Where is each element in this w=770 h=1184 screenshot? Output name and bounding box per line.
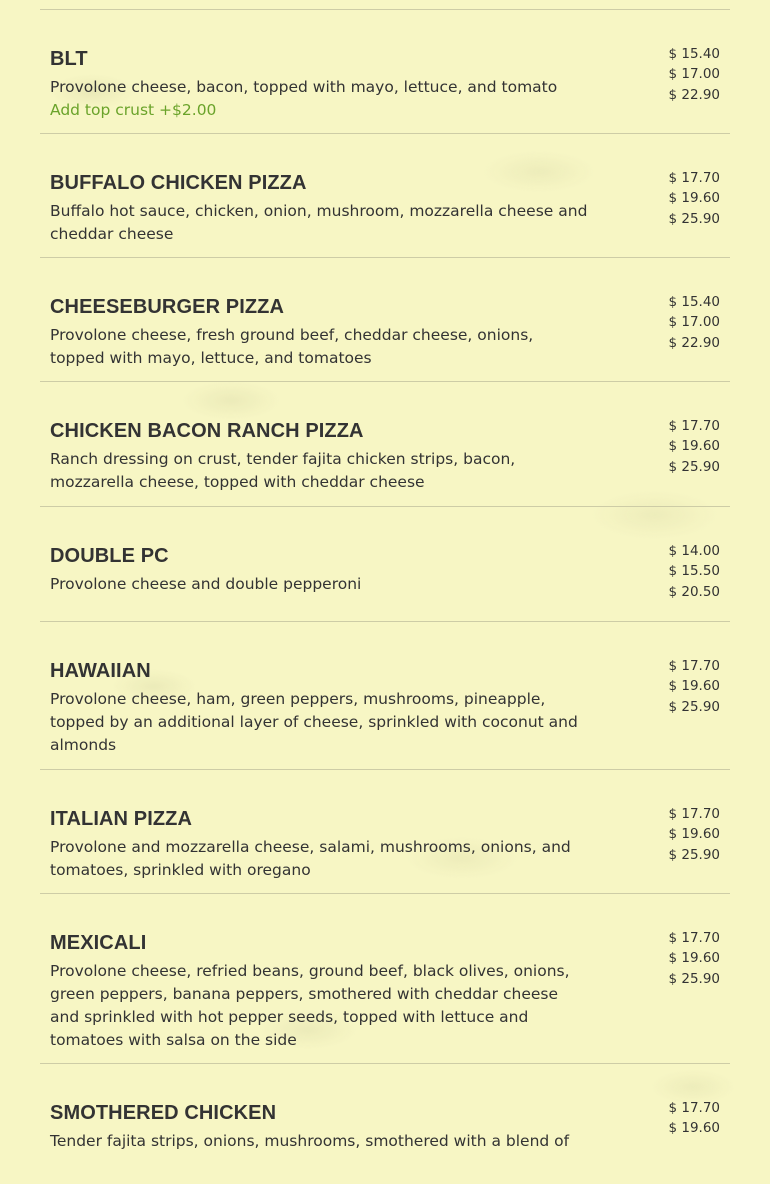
price-list — [668, 541, 720, 602]
item-name: CHEESEBURGER PIZZA — [50, 296, 285, 318]
menu-item-smothered-chicken[interactable] — [40, 1064, 730, 1184]
price-medium: $ 15.50 — [668, 563, 720, 580]
menu-item-mexicali[interactable] — [40, 894, 730, 1064]
item-addon-option[interactable]: Add top crust +$2.00 — [50, 101, 217, 119]
item-description: Provolone cheese, bacon, topped with mayo, lettuce, and tomato — [50, 78, 558, 96]
price-medium: $ 19.60 — [668, 438, 720, 455]
item-name: SMOTHERED CHICKEN — [50, 1102, 277, 1124]
price-list — [668, 804, 720, 865]
price-list — [668, 1098, 720, 1139]
price-large: $ 25.90 — [668, 698, 720, 715]
price-list — [668, 928, 720, 989]
menu-list — [40, 9, 730, 1184]
price-small: $ 15.40 — [668, 46, 720, 62]
item-description: Provolone cheese, fresh ground beef, cheddar cheese, onions, topped with mayo, lettuce, and tomatoes — [50, 326, 534, 367]
item-description: Provolone cheese, refried beans, ground beef, black olives, onions, green peppers, banana peppers, smothered with cheddar cheese and sprinkled with hot pepper seeds, topped with lettuce and tomatoes with salsa on the side — [50, 962, 570, 1049]
item-name: ITALIAN PIZZA — [50, 808, 193, 830]
menu-item-chicken-bacon-ranch-pizza[interactable] — [40, 382, 730, 507]
menu-item-buffalo-chicken-pizza[interactable] — [40, 134, 730, 258]
menu-item-blt[interactable] — [40, 10, 730, 134]
price-small: $ 17.70 — [668, 930, 720, 946]
item-description: Provolone and mozzarella cheese, salami, mushrooms, onions, and tomatoes, sprinkled with oregano — [50, 838, 571, 879]
price-large: $ 25.90 — [668, 458, 720, 475]
item-name: BLT — [50, 48, 88, 70]
item-description: Tender fajita strips, onions, mushrooms, smothered with a blend of — [50, 1132, 570, 1150]
price-large: $ 25.90 — [668, 210, 720, 227]
price-list — [668, 168, 720, 229]
price-large: $ 20.50 — [668, 583, 720, 600]
item-description: Provolone cheese and double pepperoni — [50, 575, 362, 593]
price-medium: $ 17.00 — [668, 66, 720, 83]
price-medium: $ 19.60 — [668, 826, 720, 843]
price-small: $ 17.70 — [668, 658, 720, 674]
price-small: $ 17.70 — [668, 806, 720, 822]
price-medium: $ 19.60 — [668, 950, 720, 967]
item-name: HAWAIIAN — [50, 660, 151, 682]
price-small: $ 17.70 — [668, 418, 720, 434]
price-small: $ 17.70 — [668, 1100, 720, 1116]
price-large: $ 22.90 — [668, 334, 720, 351]
menu-item-double-pc[interactable] — [40, 507, 730, 622]
menu-item-hawaiian[interactable] — [40, 622, 730, 770]
price-list — [668, 416, 720, 477]
price-small: $ 17.70 — [668, 170, 720, 186]
price-list — [668, 292, 720, 353]
price-medium: $ 19.60 — [668, 1120, 720, 1137]
item-description: Provolone cheese, ham, green peppers, mushrooms, pineapple, topped by an additional layer of cheese, sprinkled with coconut and almonds — [50, 690, 578, 754]
price-large: $ 25.90 — [668, 970, 720, 987]
price-list — [668, 44, 720, 105]
price-large: $ 22.90 — [668, 86, 720, 103]
price-medium: $ 19.60 — [668, 190, 720, 207]
item-name: MEXICALI — [50, 932, 147, 954]
item-name: BUFFALO CHICKEN PIZZA — [50, 172, 307, 194]
price-list — [668, 656, 720, 717]
price-medium: $ 17.00 — [668, 314, 720, 331]
menu-item-cheeseburger-pizza[interactable] — [40, 258, 730, 382]
price-large: $ 25.90 — [668, 846, 720, 863]
price-small: $ 14.00 — [668, 543, 720, 559]
item-name: DOUBLE PC — [50, 545, 169, 567]
price-small: $ 15.40 — [668, 294, 720, 310]
item-name: CHICKEN BACON RANCH PIZZA — [50, 420, 364, 442]
price-medium: $ 19.60 — [668, 678, 720, 695]
item-description: Ranch dressing on crust, tender fajita chicken strips, bacon, mozzarella cheese, topped with cheddar cheese — [50, 450, 516, 491]
item-description: Buffalo hot sauce, chicken, onion, mushroom, mozzarella cheese and cheddar cheese — [50, 202, 588, 243]
menu-item-italian-pizza[interactable] — [40, 770, 730, 894]
